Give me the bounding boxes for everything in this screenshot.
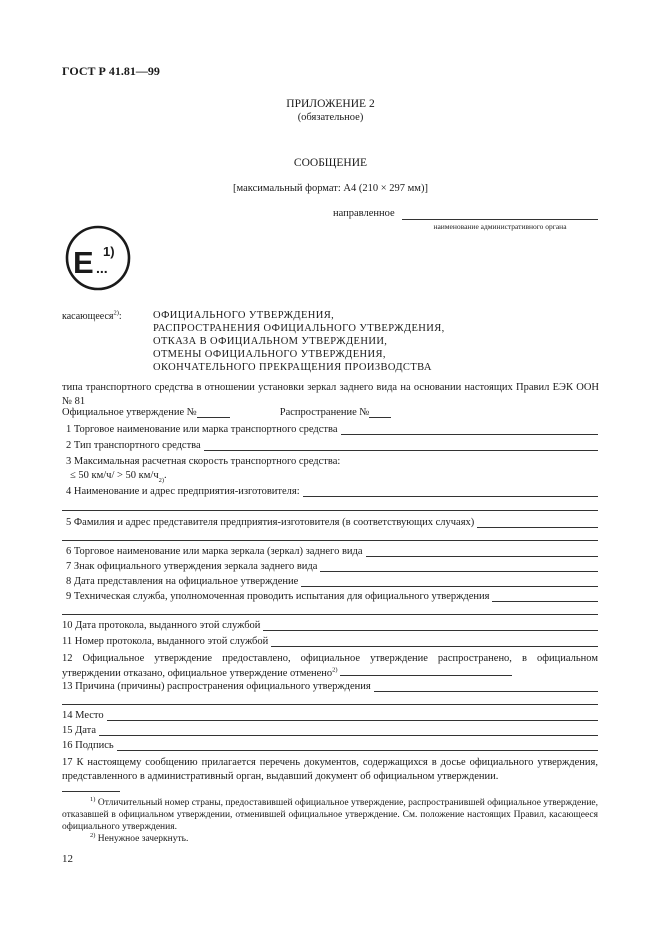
concerning-sup: 2) [113,309,119,317]
item-3-options: ≤ 50 км/ч/ > 50 км/ч 2) . [70,470,167,484]
item-13-field[interactable] [374,681,598,692]
action-list [153,309,445,374]
item-1-label: 1 Торговое наименование или марка транспортного средства [66,424,338,435]
approval-no-field[interactable] [197,408,230,418]
item-10-label: 10 Дата протокола, выданного этой службой [62,620,261,631]
item-9-field[interactable] [492,591,598,602]
item-16-label: 16 Подпись [62,740,114,751]
item-5-field[interactable] [477,517,598,528]
approval-no-label: Официальное утверждение № [62,407,197,418]
item-11-label: 11 Номер протокола, выданного этой службой [62,636,269,647]
form-title: СООБЩЕНИЕ [293,157,368,169]
intro-text: типа транспортного средства в отношении установки зеркал заднего вида на основании настоящих Правил ЕЭК ООН № 81 [62,382,599,407]
item-8-field[interactable] [301,576,598,587]
item-17-text: 17 К настоящему сообщению прилагается перечень документов, содержащихся в досье официального утверждения, представленного в административный орган, выдавший документ об официальном утверждении. [62,757,598,782]
emark-dots: ... [96,260,108,276]
item-3-row [66,456,340,467]
sent-caption: наименование административного органа [433,222,567,231]
item-9-row [66,591,598,602]
item-8-row [66,576,598,587]
item-1-field[interactable] [341,424,598,435]
concerning-label: касающееся$^{2)}$: [62,309,122,322]
footnote-1-mark: 1) [90,795,96,803]
item-1-row [66,424,598,435]
standard-id: ГОСТ Р 41.81—99 [62,64,160,78]
sent-label: направленное [333,208,395,219]
item-6-field[interactable] [366,546,598,557]
item-6-label: 6 Торговое наименование или марка зеркала (зеркал) заднего вида [66,546,363,557]
extension-no-field[interactable] [369,408,391,418]
item-4-line-2[interactable] [62,510,598,511]
item-10-field[interactable] [263,620,598,631]
action-item: ОТМЕНЫ ОФИЦИАЛЬНОГО УТВЕРЖДЕНИЯ, [153,349,386,360]
item-7-field[interactable] [320,561,598,572]
footnote-divider [62,791,120,792]
footnote-2 [90,833,598,845]
item-16-row [62,740,598,751]
item-4-label: 4 Наименование и адрес предприятия-изготовителя: [66,486,300,497]
item-15-row [62,725,598,736]
item-3-options-text: ≤ 50 км/ч/ > 50 км/ч [70,470,159,481]
approval-number-row [62,407,391,418]
footnote-2-mark: 2) [90,831,96,839]
item-10-row [62,620,598,631]
item-7-label: 7 Знак официального утверждения зеркала заднего вида [66,561,318,572]
item-6-row [66,546,598,557]
item-12-sup: 2) [332,666,338,673]
concerning-text: касающееся [62,311,114,322]
appendix-title: ПРИЛОЖЕНИЕ 2 [286,98,375,110]
item-14-row [62,710,598,721]
item-14-label: 14 Место [62,710,104,721]
item-2-field[interactable] [204,440,598,451]
action-item: РАСПРОСТРАНЕНИЯ ОФИЦИАЛЬНОГО УТВЕРЖДЕНИЯ, [153,323,445,334]
item-16-field[interactable] [117,740,598,751]
emark-footnote: 1) [103,244,115,259]
action-item: ОКОНЧАТЕЛЬНОГО ПРЕКРАЩЕНИЯ ПРОИЗВОДСТВА [153,362,432,373]
item-12-row [62,652,598,680]
item-2-row [66,440,598,451]
item-4-row [66,486,598,497]
item-13-row [62,681,598,692]
action-item: ОТКАЗА В ОФИЦИАЛЬНОМ УТВЕРЖДЕНИИ, [153,336,388,347]
sent-to-field[interactable] [402,219,598,220]
item-4-field[interactable] [303,486,598,497]
item-14-field[interactable] [107,710,598,721]
approval-mark-icon [65,225,131,291]
item-11-field[interactable] [271,636,598,647]
item-2-label: 2 Тип транспортного средства [66,440,201,451]
item-5-line-2[interactable] [62,540,598,541]
footnote-1 [62,797,598,833]
action-item: ОФИЦИАЛЬНОГО УТВЕРЖДЕНИЯ, [153,310,335,321]
extension-no-label: Распространение № [279,407,370,418]
item-12-field[interactable] [340,666,512,676]
emark-letter: E [73,245,94,280]
item-15-field[interactable] [99,725,598,736]
item-11-row [62,636,598,647]
item-7-row [66,561,598,572]
item-5-row [66,517,598,528]
item-13-line-2[interactable] [62,704,598,705]
item-13-label: 13 Причина (причины) распространения официального утверждения [62,681,371,692]
footnote-1-text: Отличительный номер страны, предоставившей официальное утверждение, распространившей официальное утверждение, отказавшей в официальном утверждении, отменившей официальное утверждение. См. положение настоящих Правил, касающееся официального утверждения. [62,798,598,832]
item-8-label: 8 Дата представления на официальное утверждение [66,576,299,587]
item-5-label: 5 Фамилия и адрес представителя предприятия-изготовителя (в соответствующих случаях) [66,517,475,528]
item-15-label: 15 Дата [62,725,97,736]
item-3-label: 3 Максимальная расчетная скорость транспортного средства: [66,456,341,467]
item-12-label: 12 Официальное утверждение предоставлено, официальное утверждение распространено, в официальном утверждении отказано, официальное утверждение отменено [62,653,598,679]
footnote-2-text: Ненужное зачеркнуть. [97,834,189,844]
item-9-line-2[interactable] [62,614,598,615]
page-number: 12 [62,853,73,865]
format-note: [максимальный формат: А4 (210 × 297 мм)] [233,183,428,194]
item-9-label: 9 Техническая служба, уполномоченная проводить испытания для официального утверждения [66,591,490,602]
appendix-status: (обязательное) [297,112,364,123]
